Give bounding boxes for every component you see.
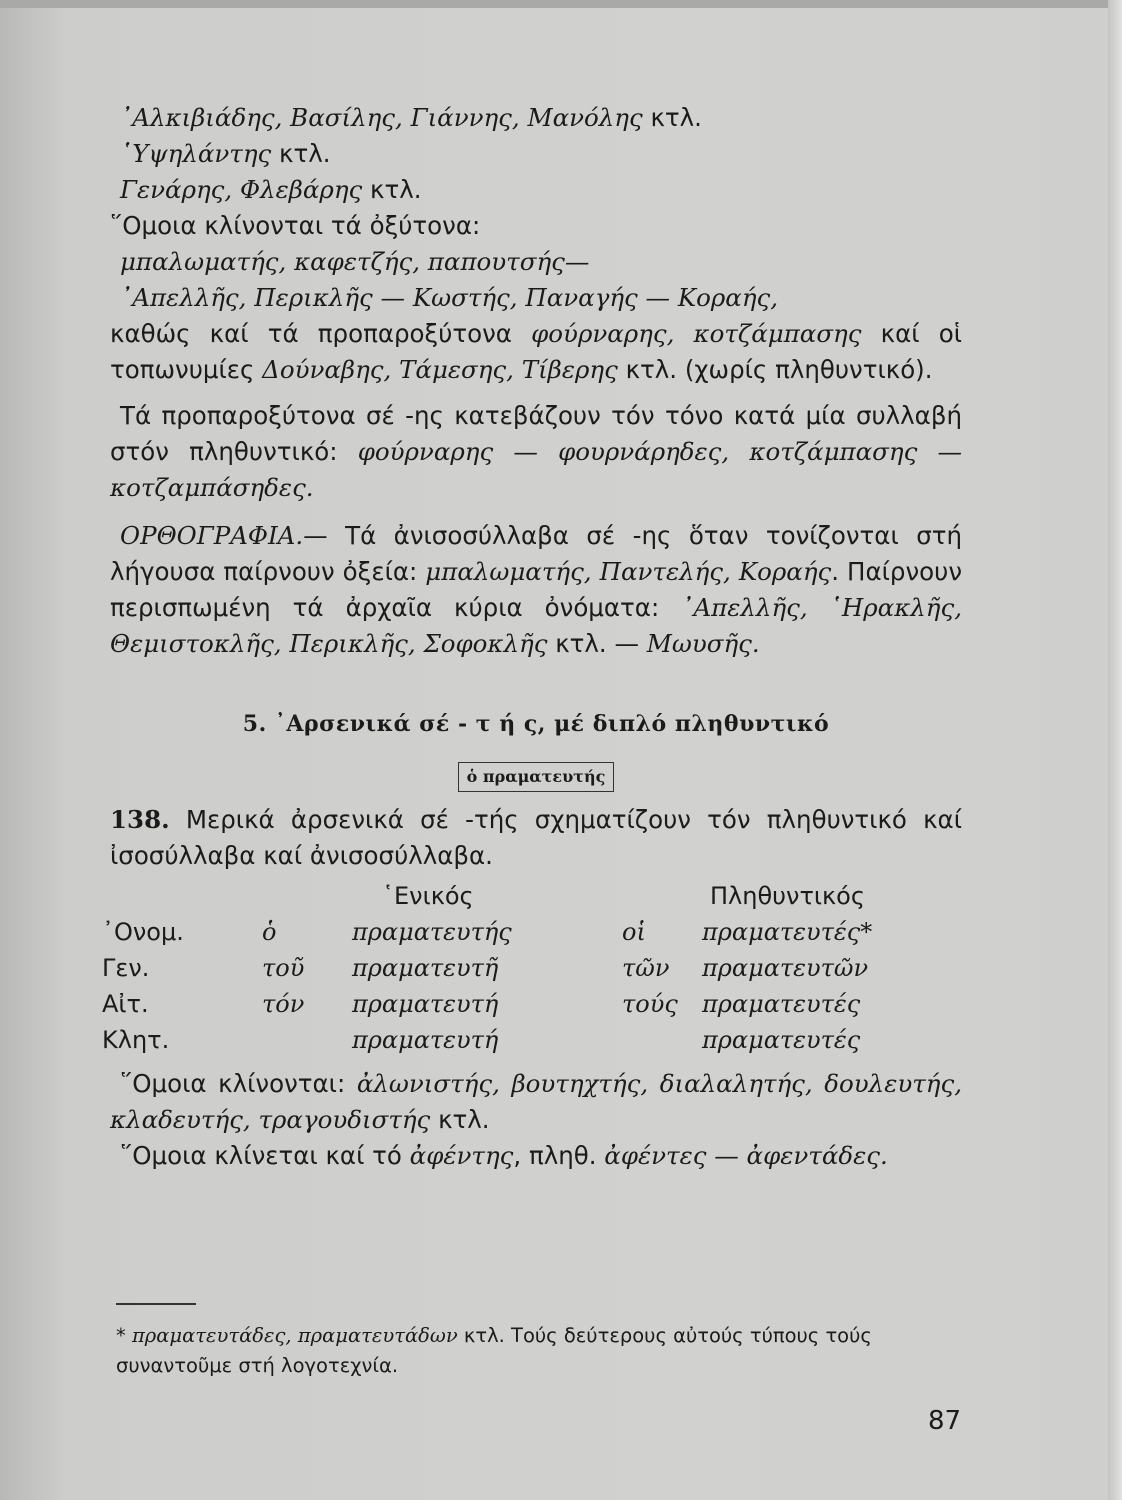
article-singular	[262, 1022, 352, 1058]
plural-form: πραματευτές	[702, 990, 861, 1018]
text-span: κτλ. —	[547, 629, 647, 658]
boxed-label: ὁ πραματευτής	[458, 762, 615, 792]
example-names-3: Γενάρης, Φλεβάρης	[120, 175, 363, 204]
footnote	[116, 1321, 956, 1381]
case-label: ᾿Ονομ.	[102, 918, 184, 946]
singular-form: πραματευτή	[352, 1026, 499, 1054]
example-names-2: ῾Υψηλάντης	[120, 139, 272, 168]
article-plural: τῶν	[622, 954, 670, 982]
text-span: κτλ. (χωρίς πληθυντικό).	[617, 355, 933, 384]
text-span: ῞Ομοια κλίνεται καί τό	[120, 1141, 410, 1170]
singular-header: ῾Ενικός	[382, 882, 474, 910]
plural-form: πραματευτῶν	[702, 954, 869, 982]
footnote-marker: *	[116, 1324, 132, 1347]
singular-form: πραματευτή	[352, 990, 499, 1018]
article-singular: τοῦ	[262, 954, 305, 982]
table-row	[102, 1022, 962, 1058]
declension-table	[102, 878, 962, 1058]
oxytone-examples-2: ᾿Απελλῆς, Περικλῆς — Κωστής, Παναγής — Κοραής,	[120, 283, 779, 312]
example-line-2	[110, 136, 962, 172]
orthography-paragraph	[110, 518, 962, 662]
singular-form: πραματευτῆ	[352, 954, 499, 982]
text-span: — Τά ἀνισοσύλλαβα σέ -ης ὅταν τονίζονται στή λήγουσα παίρνουν ὀξεία:	[110, 521, 962, 586]
article-plural	[622, 1022, 702, 1058]
example-line-3	[110, 172, 962, 208]
paragraph-138	[110, 802, 962, 874]
oxytone-intro: ῞Ομοια κλίνονται τά ὀξύτονα:	[110, 211, 481, 240]
case-label: Κλητ.	[102, 1026, 170, 1054]
example-names-1: ᾿Αλκιβιάδης, Βασίλης, Γιάννης, Μανόλης	[120, 103, 643, 132]
ktl-3: κτλ.	[362, 175, 422, 204]
page-right-edge	[1108, 0, 1122, 1500]
afentis-paragraph	[110, 1138, 962, 1174]
italic-span: φούρναρης — φουρνάρηδες, κοτζάμπασης — κοτζαμπάσηδες.	[110, 437, 962, 502]
italic-span: μπαλωματής, Παντελής, Κοραής	[425, 557, 832, 586]
italic-span: ἀφέντης	[409, 1141, 514, 1170]
italic-span: φούρναρης, κοτζάμπασης	[531, 319, 862, 348]
plural-form: πραματευτές*	[702, 918, 873, 946]
proparoxytone-paragraph	[110, 316, 962, 388]
italic-span: Δούναβης, Τάμεσης, Τίβερης	[262, 355, 618, 384]
article-plural: τούς	[622, 990, 678, 1018]
plural-header: Πληθυντικός	[710, 882, 865, 910]
page-number: 87	[928, 1406, 962, 1436]
ktl-1: κτλ.	[642, 103, 702, 132]
text-span: , πληθ.	[513, 1141, 605, 1170]
italic-span: ἀφέντες — ἀφεντάδες.	[604, 1141, 888, 1170]
table-row	[102, 914, 962, 950]
article-singular: ὁ	[262, 918, 277, 946]
plural-accent-paragraph	[110, 398, 962, 506]
page-content	[102, 100, 963, 1174]
italic-span: ᾿Απελλῆς, ῾Ηρακλῆς, Θεμιστοκλῆς, Περικλῆς, Σοφοκλῆς	[110, 593, 962, 658]
ktl-2: κτλ.	[271, 139, 331, 168]
italic-span: Μωυσῆς.	[646, 629, 760, 658]
example-line-1	[110, 100, 962, 136]
singular-form: πραματευτής	[352, 918, 512, 946]
table-row	[102, 986, 962, 1022]
footnote-rule	[116, 1303, 196, 1305]
page-top-edge	[0, 0, 1122, 8]
italic-span: πραματευτάδες, πραματευτάδων	[131, 1324, 458, 1347]
text-span: . Παίρνουν περισπωμένη τά ἀρχαῖα κύρια ὀνόματα:	[110, 557, 963, 622]
text-span: κτλ.	[430, 1105, 490, 1134]
article-plural: οἱ	[622, 918, 646, 946]
oxytone-examples-1: μπαλωματής, καφετζής, παπουτσής—	[120, 247, 590, 276]
boxed-label-wrap	[110, 756, 962, 792]
declension-header-row	[102, 878, 962, 914]
text-span: ῞Ομοια κλίνονται:	[120, 1069, 357, 1098]
paragraph-number: 138.	[110, 805, 170, 834]
orthography-label: ΟΡΘΟΓΡΑΦΙΑ.	[120, 521, 304, 550]
italic-span: ἀλωνιστής, βουτηχτής, διαλαλητής, δουλευτής, κλαδευτής, τραγουδιστής	[110, 1069, 962, 1134]
paragraph-138-text: Μερικά ἀρσενικά σέ -τής σχηματίζουν τόν πληθυντικό καί ἰσοσύλλαβα καί ἀνισοσύλλαβα.	[110, 805, 962, 870]
similar-declension-paragraph	[110, 1066, 962, 1138]
text-span: καθώς καί τά προπαροξύτονα	[110, 319, 532, 348]
text-span: καί οἱ τοπωνυμίες	[110, 319, 962, 384]
section-heading: 5. ᾿Αρσενικά σέ - τ ή ς, μέ διπλό πληθυντικό	[242, 711, 830, 737]
case-label: Αἰτ.	[102, 990, 149, 1018]
table-row	[102, 950, 962, 986]
article-singular: τόν	[262, 990, 305, 1018]
plural-form: πραματευτές	[702, 1026, 861, 1054]
text-span: Τά προπαροξύτονα σέ -ης κατεβάζουν τόν τόνο κατά μία συλλαβή στόν πληθυντικό:	[110, 401, 962, 466]
case-label: Γεν.	[102, 954, 150, 982]
text-span: κτλ. Τούς δεύτερους αὐτούς τύπους τούς συναντοῦμε στή λογοτεχνία.	[116, 1324, 872, 1377]
